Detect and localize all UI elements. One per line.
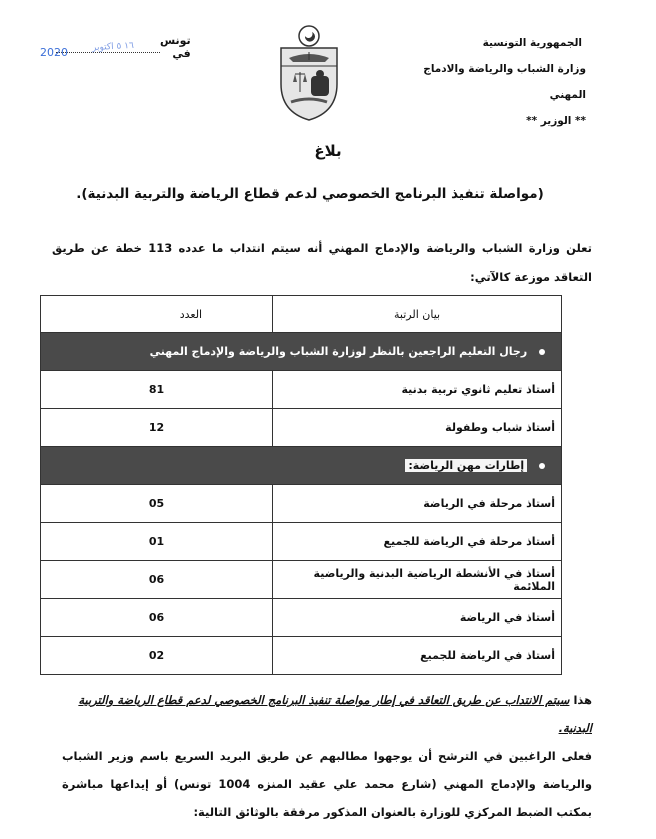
rank-column-header: بيان الرتبة (273, 296, 562, 333)
count-cell: 02 (41, 637, 273, 675)
bullet-icon (539, 349, 545, 355)
application-instructions: فعلى الراغبين في الترشح أن يوجهوا مطالبهم عن طريق البريد السريع باسم وزير الشباب والرياضة والإدماج المهني (شارع محمد علي عقيد المنزه 1004 تونس) أو إيداعها مباشرة بمكتب الضبط المركزي للوزارة بالعنوان المذكور مرفقة بالوثائق التالية: (62, 749, 592, 819)
minister-label: ** الوزير ** (526, 115, 586, 127)
positions-table (40, 295, 562, 675)
date-block (36, 34, 191, 64)
count-cell: 81 (41, 371, 273, 409)
intro-paragraph: تعلن وزارة الشباب والرياضة والإدماج المهني أنه سيتم انتداب ما عدده 113 خطة عن طريق التعاقد موزعة كالآتي: (52, 241, 592, 284)
republic-name: الجمهورية التونسية (482, 37, 582, 49)
rank-cell: أستاذ مرحلة في الرياضة للجميع (273, 523, 562, 561)
note-lead: هذا (569, 693, 592, 707)
note-emphasis: سيتم الانتداب عن طريق التعاقد في إطار مواصلة تنفيذ البرنامج الخصوصي لدعم قطاع الرياضة والتربية البدنية. (78, 693, 592, 735)
table-row (41, 561, 562, 599)
rank-cell: أستاذ مرحلة في الرياضة (273, 485, 562, 523)
recruitment-note (62, 686, 592, 742)
count-cell: 06 (41, 561, 273, 599)
section-row (41, 447, 562, 485)
table-row (41, 485, 562, 523)
ministry-name: وزارة الشباب والرياضة والادماج المهني (423, 63, 586, 101)
table-header-row (41, 296, 562, 333)
announcement-title: بلاغ (314, 142, 342, 160)
table-row (41, 637, 562, 675)
announcement-subtitle: (مواصلة تنفيذ البرنامج الخصوصي لدعم قطاع الرياضة والتربية البدنية). (76, 186, 544, 202)
count-cell: 05 (41, 485, 273, 523)
table-row (41, 409, 562, 447)
table-row (41, 599, 562, 637)
date-stamp: ١٦ ٥ اكتوبر (91, 40, 135, 54)
section-row (41, 333, 562, 371)
handwritten-date: 2020 (40, 46, 68, 59)
rank-cell: أستاذ شباب وطفولة (273, 409, 562, 447)
table-row (41, 371, 562, 409)
letterhead (386, 30, 586, 134)
count-cell: 06 (41, 599, 273, 637)
count-column-header: العدد (41, 296, 273, 333)
table-row (41, 523, 562, 561)
coat-of-arms-icon (275, 22, 343, 122)
count-cell: 01 (41, 523, 273, 561)
section-title: إطارات مهن الرياضة: (405, 459, 527, 472)
rank-cell: أستاذ في الأنشطة الرياضية البدنية والرياضية الملائمة (273, 561, 562, 599)
rank-cell: أستاذ في الرياضة (273, 599, 562, 637)
city-label: تونس في (159, 34, 191, 60)
bullet-icon (539, 463, 545, 469)
rank-cell: أستاذ تعليم ثانوي تربية بدنية (273, 371, 562, 409)
count-cell: 12 (41, 409, 273, 447)
rank-cell: أستاذ في الرياضة للجميع (273, 637, 562, 675)
section-title: رجال التعليم الراجعين بالنظر لوزارة الشباب والرياضة والإدماج المهني (149, 345, 528, 358)
